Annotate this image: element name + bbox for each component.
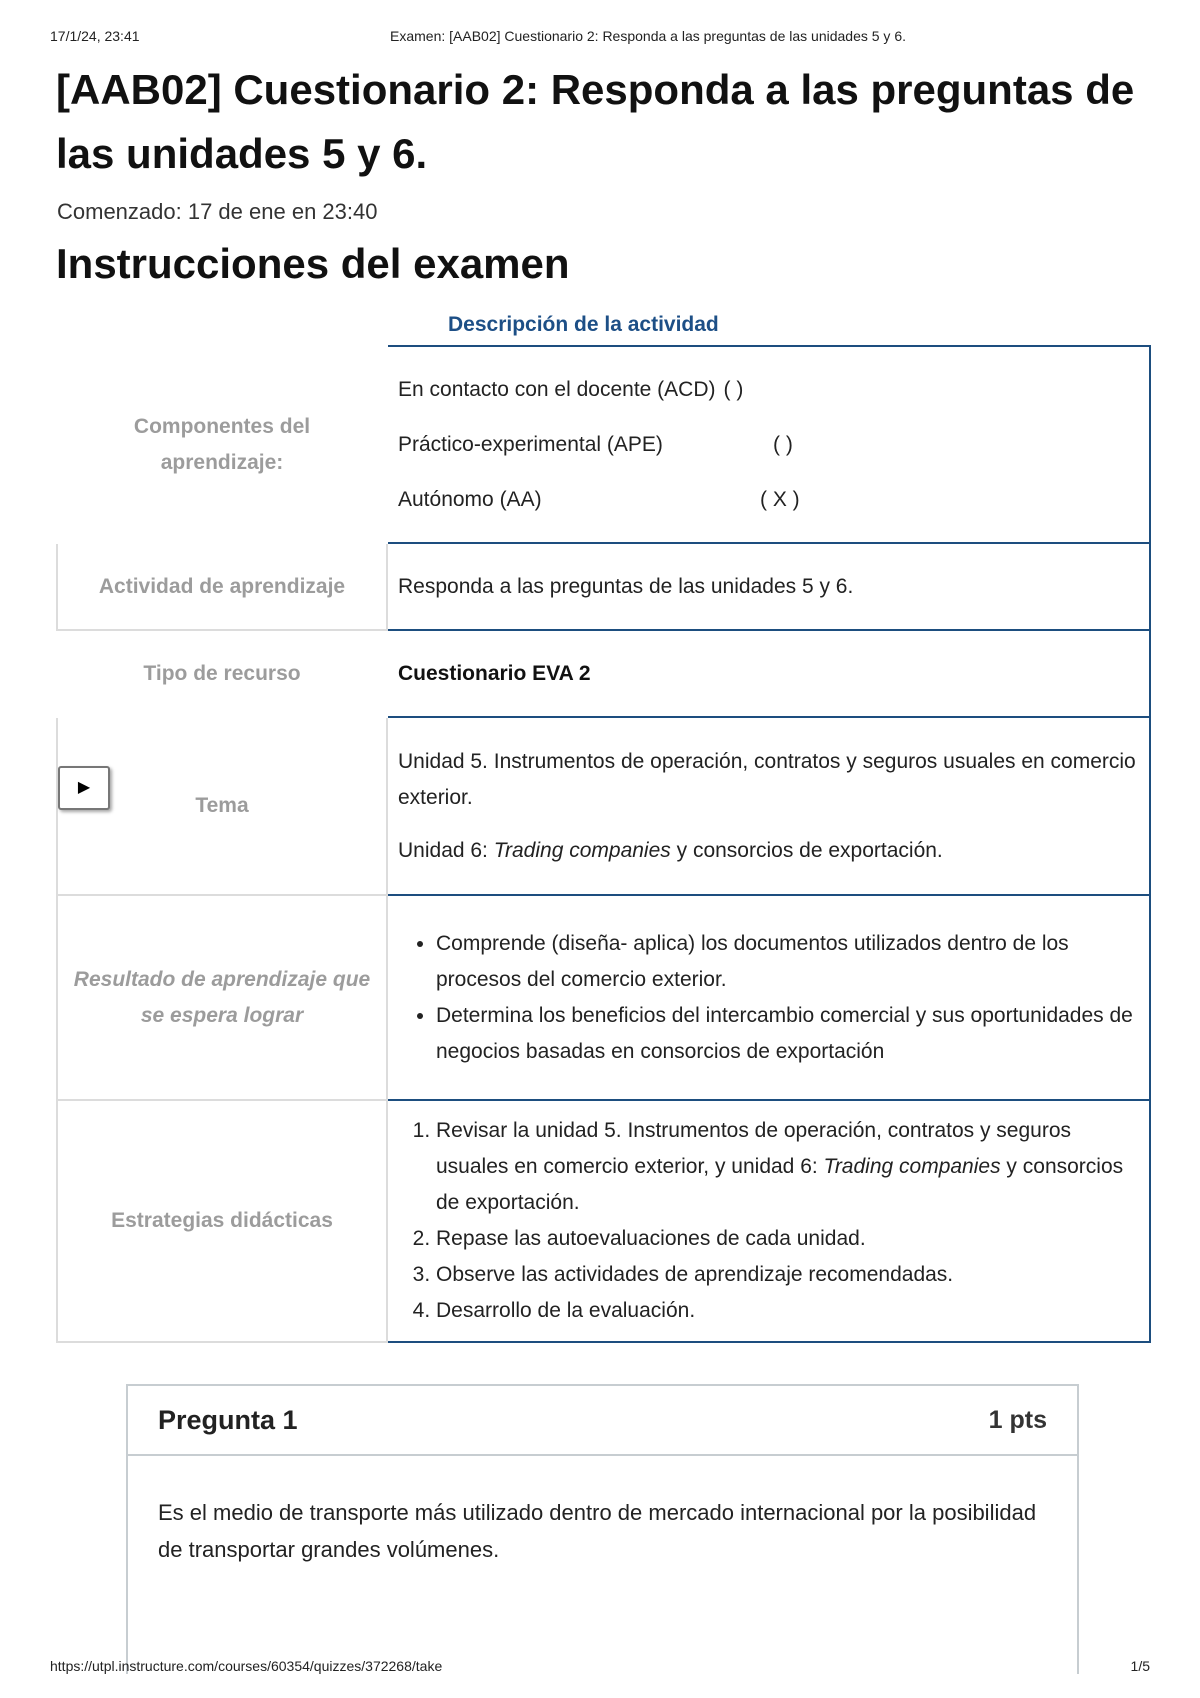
print-header	[50, 28, 1150, 44]
topic-value	[387, 717, 1150, 895]
table-row-outcomes	[57, 895, 1150, 1100]
question-points: 1 pts	[988, 1405, 1047, 1434]
topic-label: ▶ Tema	[57, 717, 387, 895]
play-button[interactable]	[58, 766, 110, 810]
print-doc-title: Examen: [AAB02] Cuestionario 2: Responda a las preguntas de las unidades 5 y 6.	[390, 28, 906, 44]
strategies-value	[387, 1100, 1150, 1342]
list-item: 1. Revisar la unidad 5. Instrumentos de operación, contratos y seguros usuales en comercio exterior, y unidad 6: Trading companies y consorcios de exportación.	[436, 1113, 1139, 1221]
instructions-title: Instrucciones del examen	[56, 240, 570, 287]
strategies-list	[398, 1113, 1139, 1329]
table-row-components	[57, 346, 1150, 543]
print-url: https://utpl.instructure.com/courses/60354/quizzes/372268/take	[50, 1658, 443, 1674]
strategies-label: Estrategias didácticas	[57, 1100, 387, 1342]
table-row-strategies	[57, 1100, 1150, 1342]
topic-unit6: Unidad 6: Trading companies y consorcios de exportación.	[398, 838, 943, 862]
list-item: • Comprende (diseña- aplica) los documentos utilizados dentro de los procesos del comercio exterior.	[436, 926, 1139, 998]
component-aa: Autónomo (AA) ( X )	[398, 488, 800, 511]
table-row-activity	[57, 543, 1150, 630]
activity-table	[56, 345, 1151, 1343]
print-footer	[50, 1658, 1150, 1674]
started-timestamp: Comenzado: 17 de ene en 23:40	[57, 199, 378, 224]
component-ape: Práctico-experimental (APE) ( )	[398, 433, 793, 456]
components-value	[387, 346, 1150, 543]
resource-label: Tipo de recurso	[143, 661, 301, 685]
play-icon: ▶	[77, 779, 91, 796]
table-row-resource	[57, 630, 1150, 717]
print-page-number: 1/5	[1130, 1658, 1150, 1674]
outcome-list	[398, 926, 1139, 1070]
table-row-topic	[57, 717, 1150, 895]
activity-value: Responda a las preguntas de las unidades 5 y 6.	[387, 543, 1150, 630]
page-title: [AAB02] Cuestionario 2: Responda a las preguntas de las unidades 5 y 6.	[56, 66, 1135, 177]
component-acd: En contacto con el docente (ACD) ( )	[398, 378, 744, 401]
print-date: 17/1/24, 23:41	[50, 28, 140, 44]
list-item: 2. Repase las autoevaluaciones de cada unidad.	[436, 1221, 1139, 1257]
question-header	[128, 1386, 1077, 1456]
outcome-value	[387, 895, 1150, 1100]
question-text: Es el medio de transporte más utilizado dentro de mercado internacional por la posibilidad de transportar grandes volúmenes.	[158, 1500, 1037, 1562]
components-label: Componentes del aprendizaje:	[133, 414, 311, 474]
description-heading: Descripción de la actividad	[448, 313, 719, 336]
topic-unit5: Unidad 5. Instrumentos de operación, contratos y seguros usuales en comercio exterior.	[398, 749, 1136, 809]
question-title: Pregunta 1	[158, 1404, 298, 1435]
list-item: • Determina los beneficios del intercambio comercial y sus oportunidades de negocios basadas en consorcios de exportación	[436, 998, 1139, 1070]
resource-value: Cuestionario EVA 2	[387, 630, 1150, 717]
outcome-label: Resultado de aprendizaje que se espera lograr	[57, 895, 387, 1100]
activity-label: Actividad de aprendizaje	[57, 543, 387, 630]
question-card	[126, 1384, 1079, 1674]
list-item: 3. Observe las actividades de aprendizaje recomendadas.	[436, 1257, 1139, 1293]
list-item: 4. Desarrollo de la evaluación.	[436, 1293, 1139, 1329]
